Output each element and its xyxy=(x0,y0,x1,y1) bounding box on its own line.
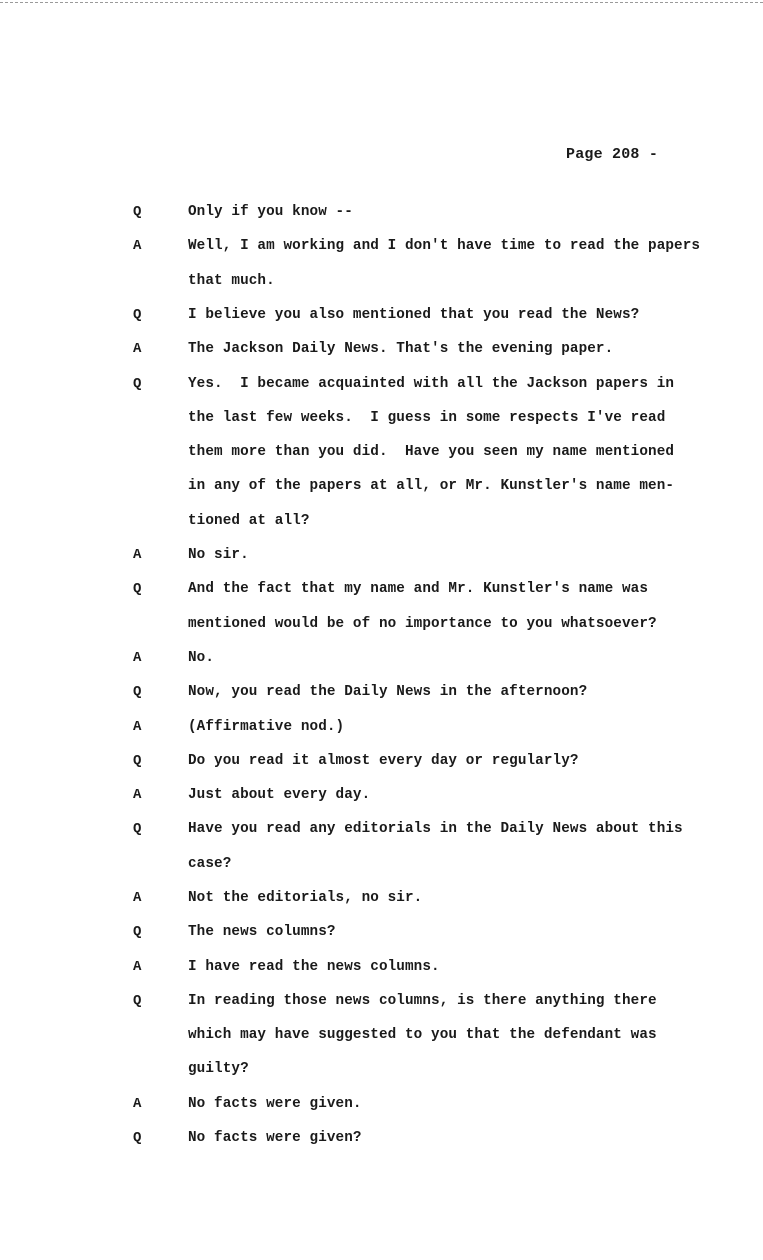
speaker-label: A xyxy=(133,238,142,255)
transcript-line: the last few weeks. I guess in some respects I've read xyxy=(188,409,666,426)
transcript-line: Have you read any editorials in the Daily News about this xyxy=(188,821,683,838)
speaker-label: Q xyxy=(133,684,142,701)
transcript-line: Do you read it almost every day or regularly? xyxy=(188,752,579,769)
transcript-line: And the fact that my name and Mr. Kunstler's name was xyxy=(188,581,649,598)
speaker-label: Q xyxy=(133,752,142,769)
speaker-label: Q xyxy=(133,992,142,1009)
transcript-line: I believe you also mentioned that you read the News? xyxy=(188,306,640,323)
transcript-line: No sir. xyxy=(188,547,249,563)
speaker-label: Q xyxy=(133,821,142,838)
transcript-line: which may have suggested to you that the defendant was xyxy=(188,1027,657,1044)
speaker-label: Q xyxy=(133,375,142,392)
transcript-line: No. xyxy=(188,649,215,666)
speaker-label: Q xyxy=(133,1130,142,1147)
transcript-line: No facts were given. xyxy=(188,1095,362,1112)
speaker-label: Q xyxy=(133,581,142,598)
transcript-line: case? xyxy=(188,855,232,872)
transcript-line: Well, I am working and I don't have time to read the papers xyxy=(188,238,701,255)
speaker-label: A xyxy=(133,890,142,906)
transcript-line: No facts were given? xyxy=(188,1130,362,1147)
transcript-line: Only if you know -- xyxy=(188,204,353,220)
transcript-line: guilty? xyxy=(188,1061,249,1078)
speaker-label: Q xyxy=(133,924,142,941)
transcript-line: in any of the papers at all, or Mr. Kunstler's name men- xyxy=(188,478,675,495)
page-number: Page 208 - xyxy=(566,146,659,163)
transcript-line: Now, you read the Daily News in the afternoon? xyxy=(188,684,588,701)
transcript-line: tioned at all? xyxy=(188,512,310,529)
transcript-line: them more than you did. Have you seen my name mentioned xyxy=(188,444,675,461)
speaker-label: A xyxy=(133,787,142,804)
transcript-line: (Affirmative nod.) xyxy=(188,718,345,735)
speaker-label: A xyxy=(133,649,142,666)
transcript-line: that much. xyxy=(188,272,275,289)
transcript-line: I have read the news columns. xyxy=(188,958,440,975)
transcript-line: In reading those news columns, is there anything there xyxy=(188,992,657,1009)
speaker-label: A xyxy=(133,547,142,563)
speaker-label: A xyxy=(133,718,142,735)
speaker-label: A xyxy=(133,341,142,358)
transcript-line: Yes. I became acquainted with all the Jackson papers in xyxy=(188,375,675,392)
transcript-line: Not the editorials, no sir. xyxy=(188,890,423,906)
speaker-label: A xyxy=(133,958,142,975)
speaker-label: Q xyxy=(133,306,142,323)
transcript-line: The news columns? xyxy=(188,924,336,941)
speaker-label: A xyxy=(133,1095,142,1112)
speaker-label: Q xyxy=(133,204,142,220)
transcript-line: mentioned would be of no importance to you whatsoever? xyxy=(188,615,657,632)
transcript-line: The Jackson Daily News. That's the evening paper. xyxy=(188,341,614,358)
transcript-line: Just about every day. xyxy=(188,787,371,804)
